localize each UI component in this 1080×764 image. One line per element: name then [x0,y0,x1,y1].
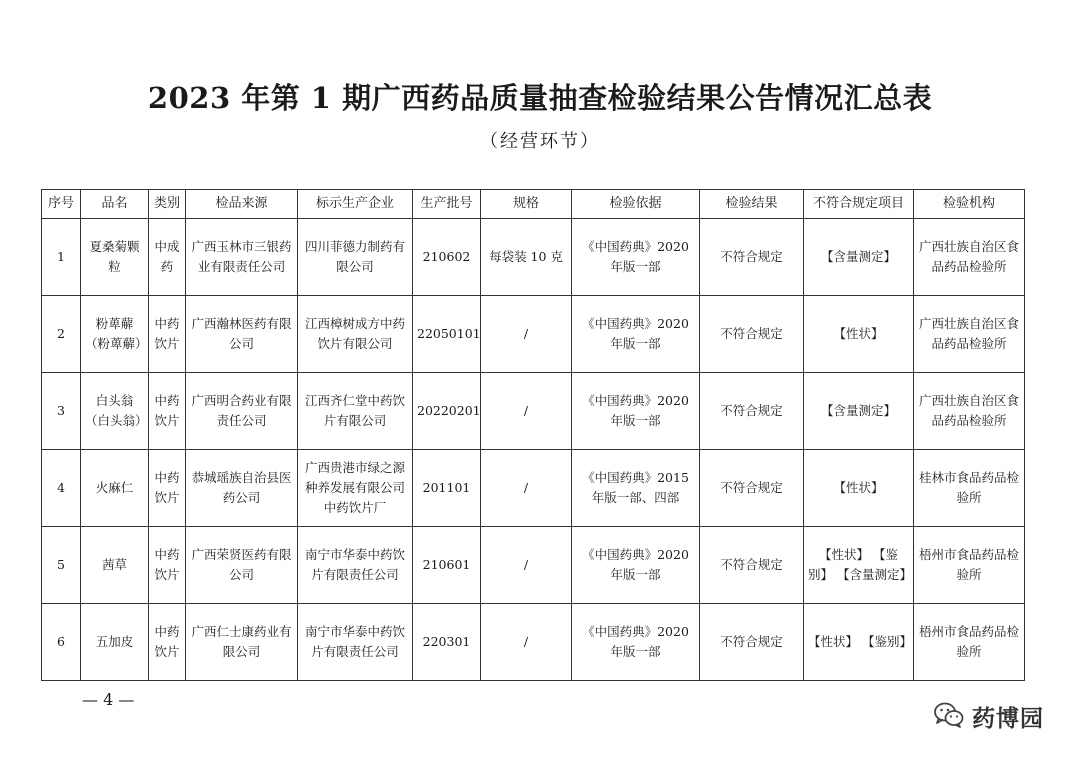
cell-manufacturer: 四川菲德力制药有限公司 [298,219,413,296]
table-row [42,373,1025,450]
header-index: 序号 [42,190,81,219]
cell-index: 1 [42,219,81,296]
cell-test-result: 不符合规定 [700,296,804,373]
cell-test-result: 不符合规定 [700,450,804,527]
cell-product-name: 粉萆薢（粉萆薢） [81,296,149,373]
cell-test-basis: 《中国药典》2015 年版一部、四部 [572,450,700,527]
cell-category: 中药饮片 [149,450,186,527]
cell-index: 2 [42,296,81,373]
table-row [42,219,1025,296]
cell-sample-source: 恭城瑶族自治县医药公司 [186,450,298,527]
table-header-row [42,190,1025,219]
document-subtitle: （经营环节） [480,131,600,152]
cell-batch-number: 201101 [413,450,481,527]
cell-testing-institution: 梧州市食品药品检验所 [914,604,1025,681]
cell-batch-number: 210602 [413,219,481,296]
cell-test-basis: 《中国药典》2020 年版一部 [572,527,700,604]
cell-nonconforming-items: 【性状】 [804,450,914,527]
page-number: — 4 — [82,690,135,709]
cell-index: 5 [42,527,81,604]
cell-manufacturer: 南宁市华泰中药饮片有限责任公司 [298,527,413,604]
cell-test-result: 不符合规定 [700,527,804,604]
cell-sample-source: 广西仁士康药业有限公司 [186,604,298,681]
cell-index: 3 [42,373,81,450]
cell-test-result: 不符合规定 [700,604,804,681]
cell-category: 中成药 [149,219,186,296]
cell-specification: / [481,527,572,604]
table-row [42,527,1025,604]
cell-test-basis: 《中国药典》2020 年版一部 [572,604,700,681]
header-manufacturer: 标示生产企业 [298,190,413,219]
cell-product-name: 五加皮 [81,604,149,681]
header-testing-institution: 检验机构 [914,190,1025,219]
cell-sample-source: 广西瀚林医药有限公司 [186,296,298,373]
cell-nonconforming-items: 【含量测定】 [804,219,914,296]
cell-batch-number: 210601 [413,527,481,604]
cell-nonconforming-items: 【性状】 【鉴别】 [804,604,914,681]
cell-product-name: 火麻仁 [81,450,149,527]
header-category: 类别 [149,190,186,219]
cell-manufacturer: 江西樟树成方中药饮片有限公司 [298,296,413,373]
cell-product-name: 夏桑菊颗粒 [81,219,149,296]
table-row [42,296,1025,373]
cell-test-basis: 《中国药典》2020 年版一部 [572,373,700,450]
results-table [41,189,1025,681]
cell-nonconforming-items: 【含量测定】 [804,373,914,450]
header-batch-number: 生产批号 [413,190,481,219]
cell-category: 中药饮片 [149,604,186,681]
cell-specification: 每袋装 10 克 [481,219,572,296]
header-nonconforming-items: 不符合规定项目 [804,190,914,219]
table-row [42,604,1025,681]
watermark [934,700,1044,733]
cell-sample-source: 广西荣贤医药有限公司 [186,527,298,604]
cell-category: 中药饮片 [149,527,186,604]
cell-category: 中药饮片 [149,373,186,450]
cell-batch-number: 22050101 [413,296,481,373]
table-row [42,450,1025,527]
document-title: 2023 年第 1 期广西药品质量抽查检验结果公告情况汇总表 [147,81,933,115]
cell-index: 6 [42,604,81,681]
cell-product-name: 白头翁（白头翁） [81,373,149,450]
cell-testing-institution: 广西壮族自治区食品药品检验所 [914,296,1025,373]
cell-specification: / [481,450,572,527]
cell-manufacturer: 江西齐仁堂中药饮片有限公司 [298,373,413,450]
cell-test-basis: 《中国药典》2020 年版一部 [572,219,700,296]
cell-manufacturer: 南宁市华泰中药饮片有限责任公司 [298,604,413,681]
header-product-name: 品名 [81,190,149,219]
cell-specification: / [481,604,572,681]
cell-test-result: 不符合规定 [700,373,804,450]
cell-sample-source: 广西明合药业有限责任公司 [186,373,298,450]
cell-testing-institution: 广西壮族自治区食品药品检验所 [914,373,1025,450]
cell-index: 4 [42,450,81,527]
cell-test-basis: 《中国药典》2020 年版一部 [572,296,700,373]
cell-product-name: 茜草 [81,527,149,604]
cell-specification: / [481,373,572,450]
header-test-result: 检验结果 [700,190,804,219]
wechat-icon [934,702,964,732]
header-test-basis: 检验依据 [572,190,700,219]
cell-testing-institution: 广西壮族自治区食品药品检验所 [914,219,1025,296]
cell-batch-number: 220301 [413,604,481,681]
cell-batch-number: 20220201 [413,373,481,450]
cell-nonconforming-items: 【性状】 [804,296,914,373]
watermark-text: 药博园 [972,706,1044,732]
cell-testing-institution: 梧州市食品药品检验所 [914,527,1025,604]
header-specification: 规格 [481,190,572,219]
cell-manufacturer: 广西贵港市绿之源种养发展有限公司中药饮片厂 [298,450,413,527]
cell-testing-institution: 桂林市食品药品检验所 [914,450,1025,527]
header-sample-source: 检品来源 [186,190,298,219]
cell-category: 中药饮片 [149,296,186,373]
cell-sample-source: 广西玉林市三银药业有限责任公司 [186,219,298,296]
cell-test-result: 不符合规定 [700,219,804,296]
cell-nonconforming-items: 【性状】 【鉴别】 【含量测定】 [804,527,914,604]
cell-specification: / [481,296,572,373]
